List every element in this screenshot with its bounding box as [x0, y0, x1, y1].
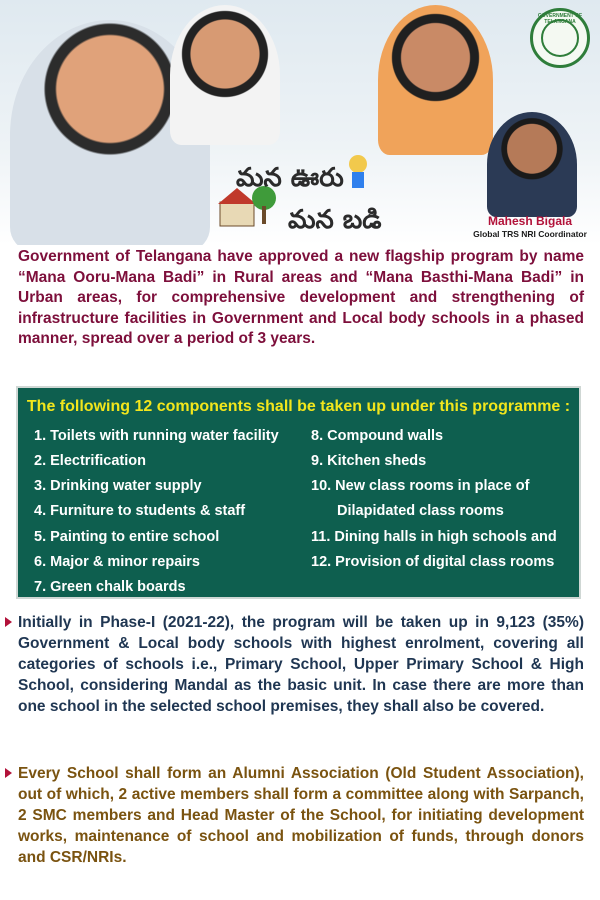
component-item-continuation: Dilapidated class rooms — [337, 503, 504, 519]
component-item: 3. Drinking water supply — [34, 478, 202, 494]
coordinator-name: Mahesh Bigala — [487, 214, 573, 228]
alumni-paragraph — [18, 763, 584, 868]
phase-one-paragraph — [18, 612, 584, 717]
component-item: 6. Major & minor repairs — [34, 554, 200, 570]
component-item: 1. Toilets with running water facility — [34, 428, 279, 444]
alumni-text: Every School shall form an Alumni Association (Old Student Association), out of which, 2 active members shall form a committee along with Sarpanch, 2 SMC members and Head Master of the School, for initiating development works, maintenance of school and mobilization of funds, through donors and CSR/NRIs. — [18, 765, 584, 866]
component-item: 10. New class rooms in place of — [311, 478, 530, 494]
header-banner — [0, 0, 600, 245]
photo-leader-2 — [170, 5, 280, 145]
component-item: 11. Dining halls in high schools and — [311, 529, 557, 545]
intro-paragraph: Government of Telangana have approved a new flagship program by name “Mana Ooru-Mana Badi” in Rural areas and “Mana Basthi-Mana Badi” in Urban areas, for comprehensive development and strengthening of infrastructure facilities in Government and Local body schools in a phased manner, spread over a period of 3 years. — [18, 248, 584, 347]
phase-one-text: Initially in Phase-I (2021-22), the program will be taken up in 9,123 (35%) Government & Local body schools with highest enrolment, covering all categories of schools i.e., Primary School, Upper Primary School & High School, considering Mandal as the basic unit. In case there are more than one school in the selected school premises, they shall also be covered. — [18, 614, 584, 715]
component-item: 12. Provision of digital class rooms — [311, 554, 555, 570]
government-seal-icon — [530, 8, 590, 68]
component-item: 4. Furniture to students & staff — [34, 503, 246, 519]
bullet-arrow-icon — [5, 768, 12, 778]
component-item: 9. Kitchen sheds — [311, 453, 427, 469]
photo-coordinator — [487, 112, 577, 217]
component-item: 7. Green chalk boards — [34, 579, 186, 595]
components-box — [16, 386, 581, 599]
component-item: 2. Electrification — [34, 453, 147, 469]
mana-ooru-mana-badi-logo — [218, 150, 398, 238]
logo-line-2: మన బడి — [288, 205, 382, 235]
component-item: 5. Painting to entire school — [34, 529, 220, 545]
coordinator-role: Global TRS NRI Coordinator — [473, 229, 587, 239]
photo-leader-3 — [378, 5, 493, 155]
bullet-arrow-icon — [5, 617, 12, 627]
components-title: The following 12 components shall be taken up under this programme : — [26, 398, 571, 415]
logo-line-1: మన ఊరు — [236, 163, 344, 193]
seal-text: GOVERNMENT OF TELANGANA — [537, 13, 583, 25]
component-item: 8. Compound walls — [311, 428, 444, 444]
